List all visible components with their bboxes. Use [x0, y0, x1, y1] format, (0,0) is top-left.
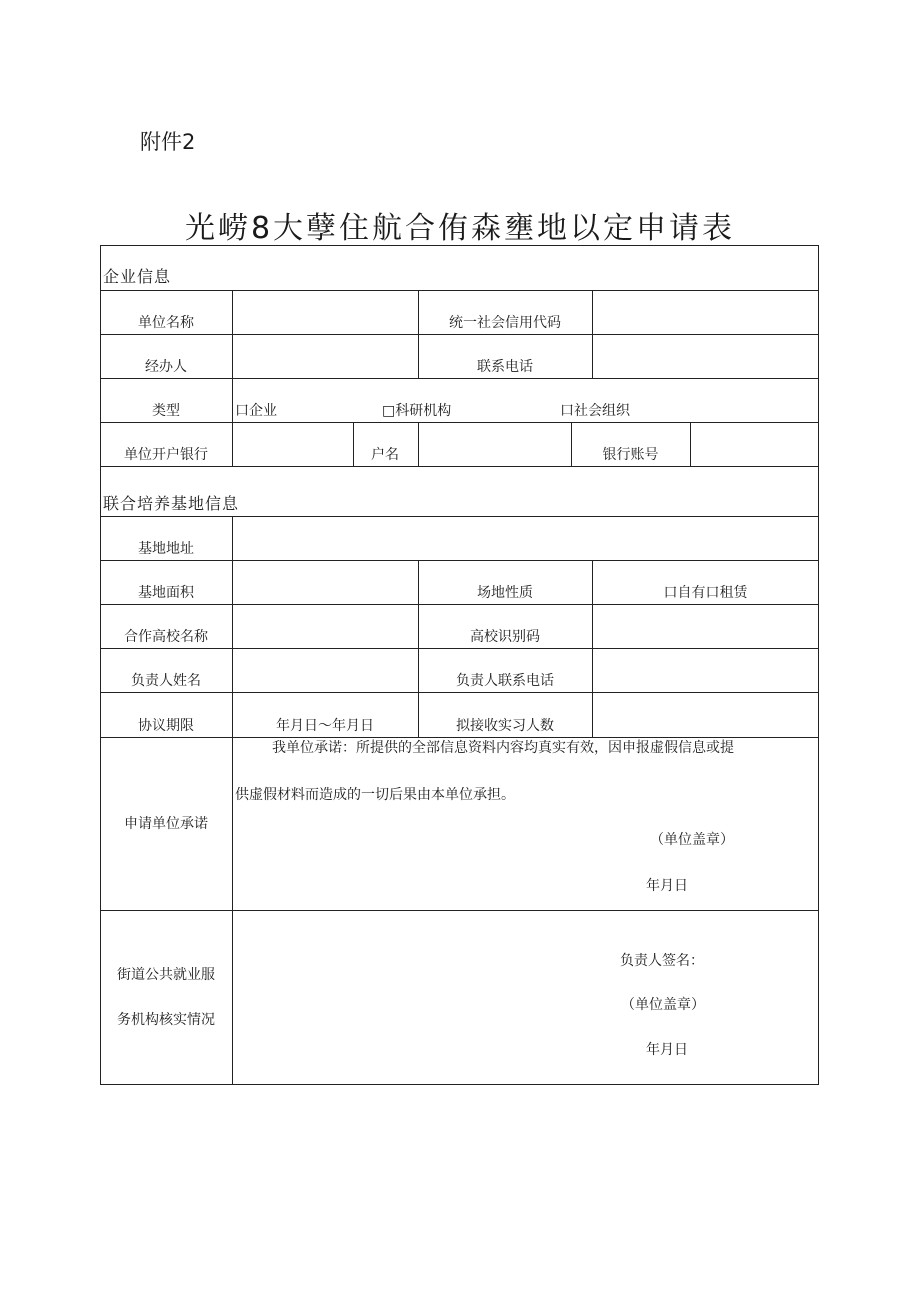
commitment-label: 申请单位承诺 — [124, 816, 208, 832]
row-divider — [100, 516, 819, 517]
credit-code-label: 统一社会信用代码 — [449, 315, 561, 331]
row-divider — [100, 290, 819, 291]
site-nature-options[interactable]: 口自有口租赁 — [663, 585, 748, 601]
phone-label: 联系电话 — [477, 359, 533, 375]
col-divider — [418, 422, 419, 466]
row-divider — [100, 737, 819, 738]
col-divider — [592, 290, 593, 378]
verification-signature: 负责人签名： — [620, 953, 704, 969]
university-name-label: 合作高校名称 — [124, 629, 208, 645]
row-divider — [100, 334, 819, 335]
section-enterprise-info: 企业信息 — [103, 267, 172, 286]
row-divider — [100, 604, 819, 605]
row-divider — [100, 422, 819, 423]
leader-name-label: 负责人姓名 — [131, 673, 201, 689]
col-divider — [232, 290, 233, 466]
commitment-text-line1: 我单位承诺：所提供的全部信息资料内容均真实有效，因申报虚假信息或提 — [272, 740, 734, 756]
col-divider — [690, 422, 691, 466]
handler-label: 经办人 — [145, 359, 187, 375]
col-divider — [353, 422, 354, 466]
commitment-date: 年月日 — [646, 878, 688, 894]
type-option-social-org[interactable]: 口社会组织 — [560, 403, 630, 419]
unit-name-label: 单位名称 — [138, 315, 194, 331]
account-no-label: 银行账号 — [602, 447, 659, 463]
verification-label-line1: 街道公共就业服 — [117, 967, 215, 983]
base-address-label: 基地地址 — [138, 541, 194, 557]
interns-count-label: 拟接收实习人数 — [456, 718, 554, 734]
verification-date: 年月日 — [646, 1042, 688, 1058]
type-option-enterprise[interactable]: 口企业 — [235, 403, 277, 419]
row-divider — [100, 466, 819, 467]
section-base-info: 联合培养基地信息 — [103, 494, 240, 513]
bank-label: 单位开户银行 — [124, 447, 208, 463]
type-option-research[interactable]: □科研机构 — [382, 403, 452, 419]
leader-phone-label: 负责人联系电话 — [456, 673, 554, 689]
row-divider — [100, 648, 819, 649]
base-area-label: 基地面积 — [138, 585, 194, 601]
row-divider — [100, 560, 819, 561]
site-nature-label: 场地性质 — [477, 585, 533, 601]
row-divider — [100, 910, 819, 911]
account-name-label: 户名 — [371, 447, 399, 463]
university-code-label: 高校识别码 — [470, 629, 540, 645]
type-label: 类型 — [152, 403, 180, 419]
commitment-text-line2: 供虚假材料而造成的一切后果由本单位承担。 — [235, 787, 515, 803]
agreement-term-value: 年月日～年月日 — [276, 718, 374, 734]
col-divider — [232, 516, 233, 1085]
verification-label-line2: 务机构核实情况 — [117, 1012, 215, 1028]
form-title: 光崂8大孽住航合侑森壅地以定申请表 — [184, 211, 736, 246]
commitment-seal: （单位盖章） — [650, 832, 734, 848]
agreement-term-label: 协议期限 — [138, 718, 194, 734]
row-divider — [100, 692, 819, 693]
annex-label: 附件2 — [140, 130, 196, 154]
row-divider — [100, 378, 819, 379]
verification-seal: （单位盖章） — [621, 997, 705, 1013]
